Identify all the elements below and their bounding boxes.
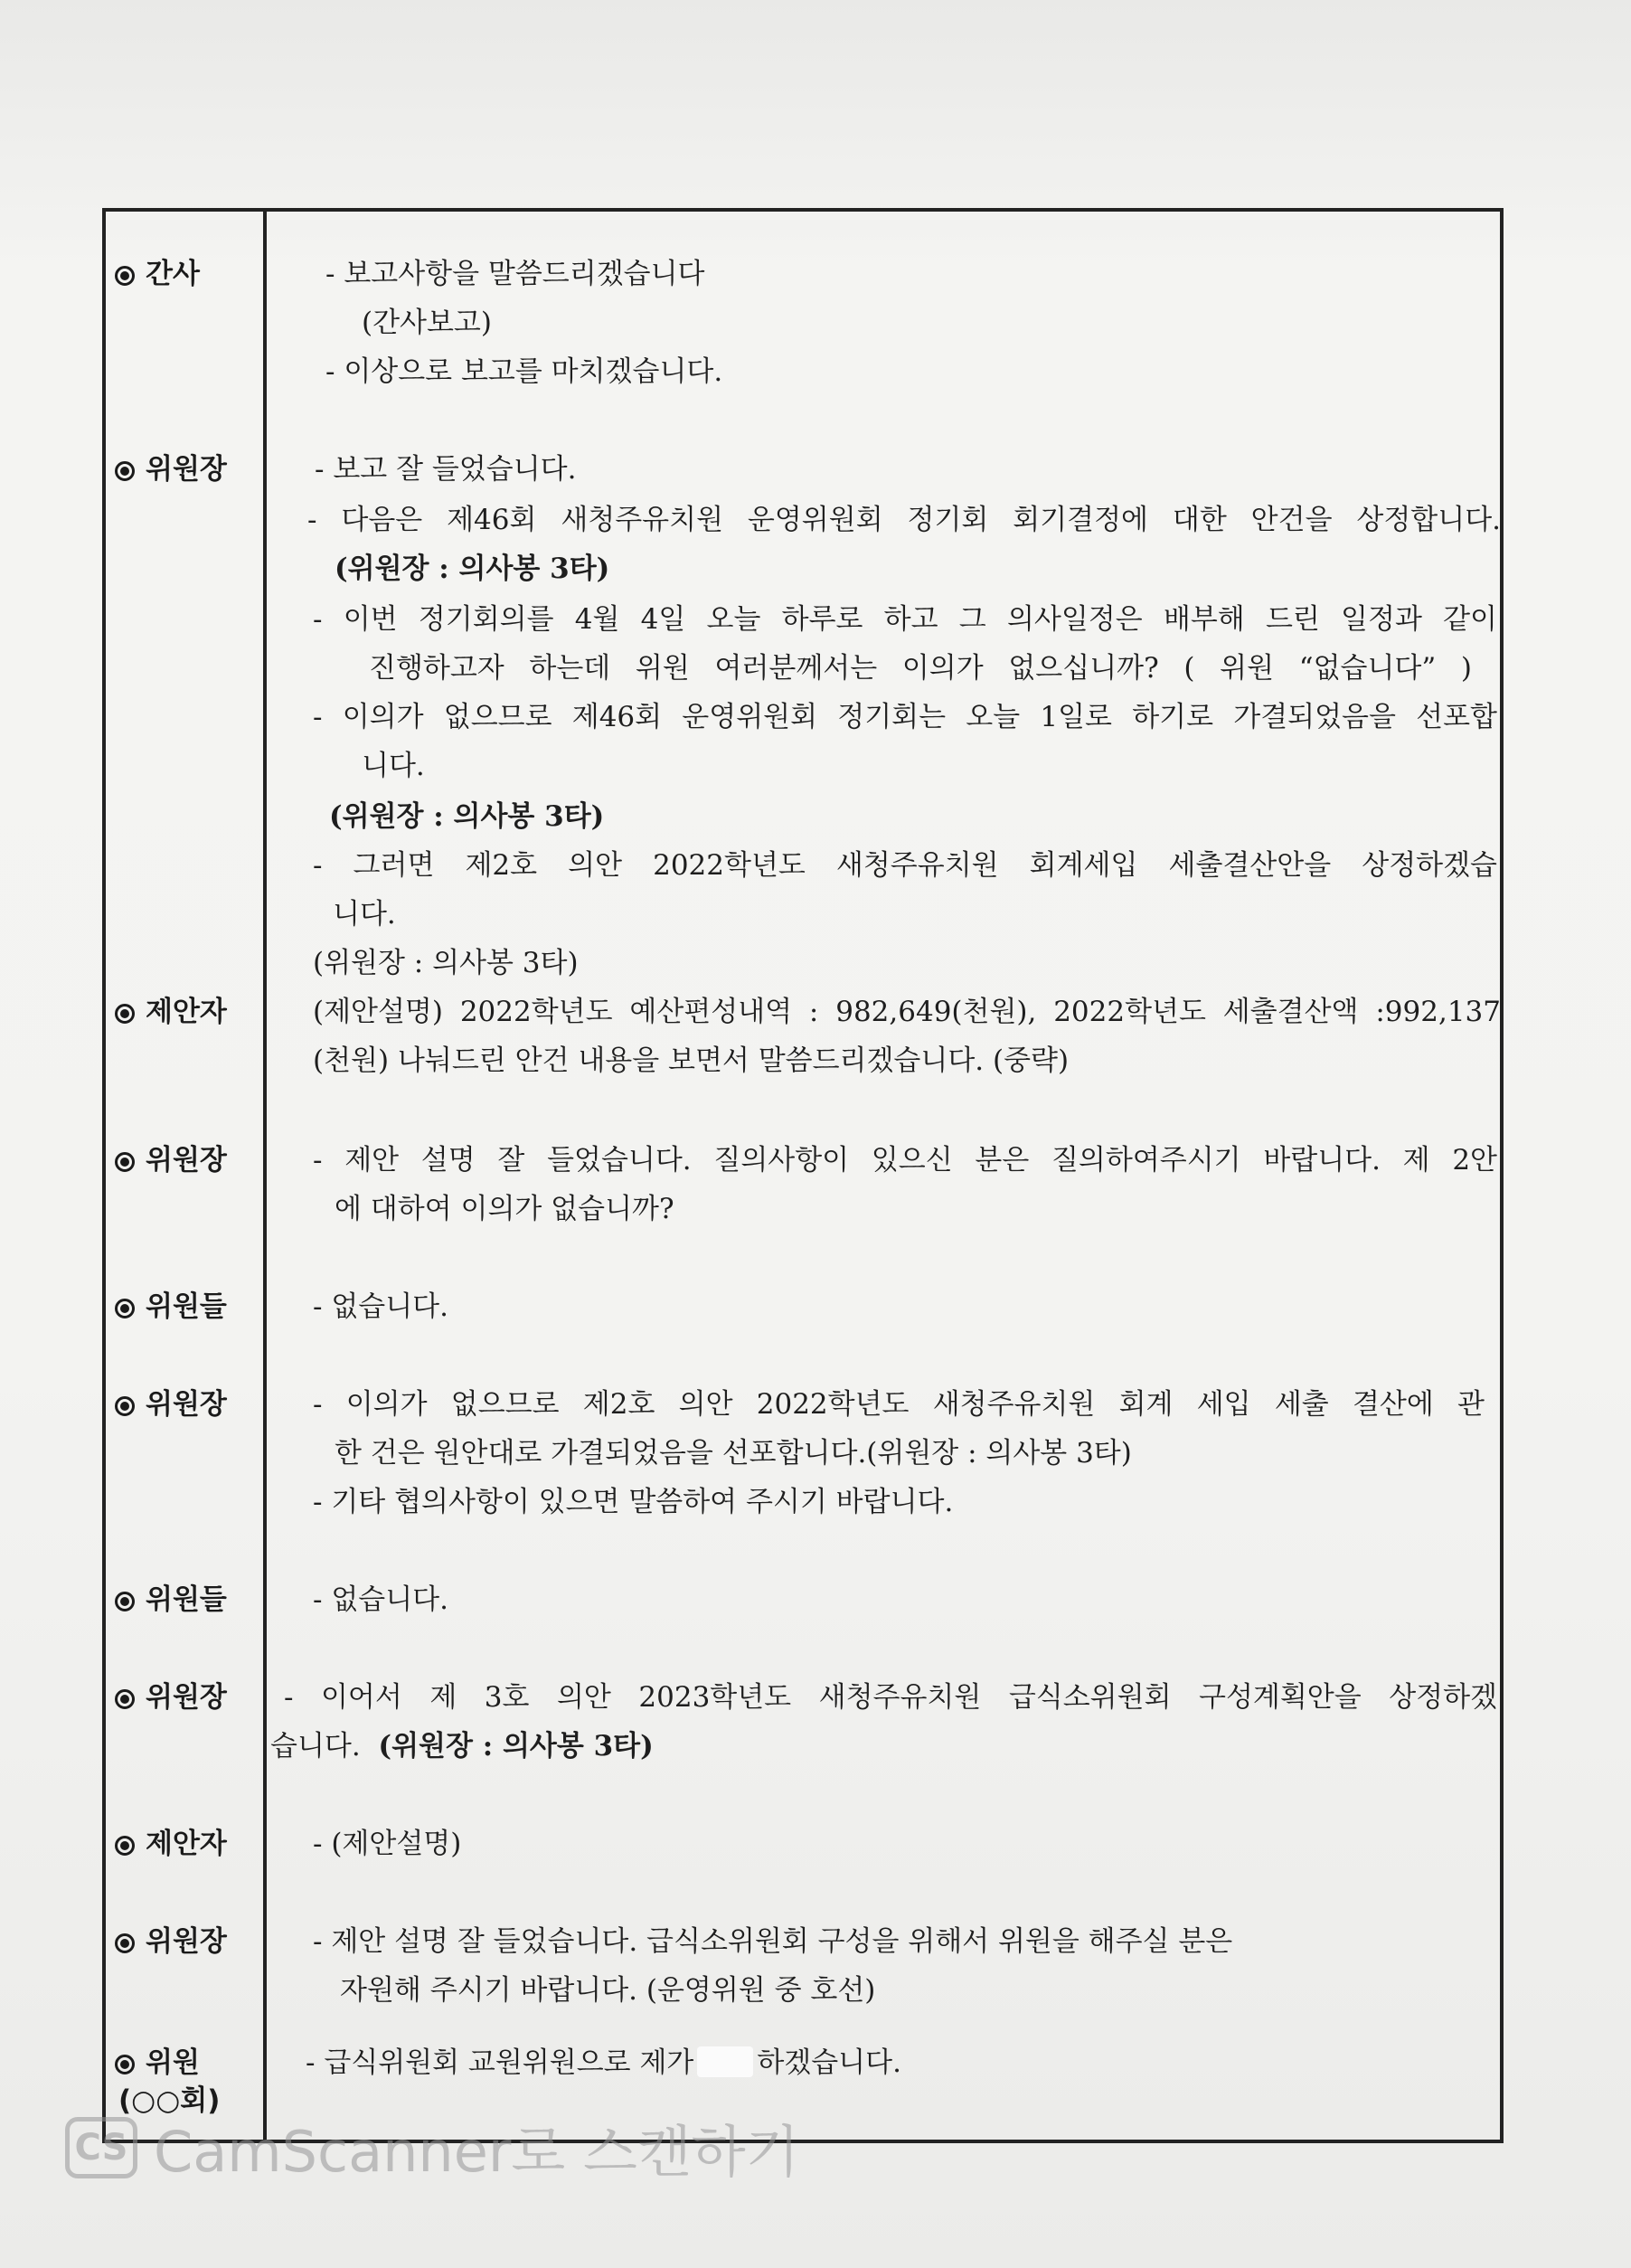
gavel-note: (위원장 : 의사봉 3타) <box>329 800 605 833</box>
bullseye-bullet-icon <box>115 1689 135 1709</box>
statement-line: - 제안 설명 잘 들었습니다. 질의사항이 있으신 분은 질의하여주시기 바랍니다. 제 2안 <box>313 1144 1497 1177</box>
bullseye-bullet-icon <box>115 461 135 481</box>
statement-line: - 이번 정기회의를 4월 4일 오늘 하루로 하고 그 의사일정은 배부해 드린 일정과 같이 <box>313 603 1497 636</box>
speaker-label: 위원 (○○회) <box>115 2044 259 2120</box>
statement-line: 습니다. (위원장 : 의사봉 3타) <box>270 1730 654 1762</box>
statement-line: - 보고사항을 말씀드리겠습니다 <box>325 258 705 290</box>
statement-line: - 급식위원회 교원위원으로 제가 하겠습니다. <box>306 2046 901 2079</box>
bullseye-bullet-icon <box>115 266 135 286</box>
speaker-label: 위원장 <box>115 1385 259 1423</box>
speaker-label: 위원장 <box>115 1678 259 1716</box>
watermark-text: CamScanner로 스캔하기 <box>154 2119 800 2185</box>
statement-line: 자원해 주시기 바랍니다. (운영위원 중 호선) <box>340 1974 876 2007</box>
bullseye-bullet-icon <box>115 1152 135 1172</box>
column-divider <box>263 212 267 2140</box>
bullseye-bullet-icon <box>115 1396 135 1416</box>
statement-line: 한 건은 원안대로 가결되었음을 선포합니다.(위원장 : 의사봉 3타) <box>335 1437 1132 1469</box>
gavel-note: (위원장 : 의사봉 3타) <box>378 1730 654 1762</box>
speaker-label: 위원장 <box>115 1923 259 1961</box>
speaker-label: 위원장 <box>115 1141 259 1179</box>
statement-line: - 보고 잘 들었습니다. <box>315 453 577 486</box>
statement-line: - 다음은 제46회 새청주유치원 운영위원회 정기회 회기결정에 대한 안건을 상정합니다. <box>307 504 1501 536</box>
scanner-watermark <box>65 2107 800 2188</box>
bullseye-bullet-icon <box>115 2055 135 2074</box>
statement-line: (간사보고) <box>362 307 492 339</box>
redacted-name <box>697 2046 753 2077</box>
speaker-label: 제안자 <box>115 993 259 1031</box>
speaker-label: 제안자 <box>115 1825 259 1863</box>
statement-line: 니다. <box>362 750 425 782</box>
camscanner-logo-icon: CS <box>65 2117 137 2178</box>
statement-line: 에 대하여 이의가 없습니까? <box>335 1193 674 1225</box>
gavel-note: (위원장 : 의사봉 3타) <box>313 947 579 979</box>
bullseye-bullet-icon <box>115 1933 135 1953</box>
speaker-label: 위원장 <box>115 450 259 488</box>
statement-line: - 그러면 제2호 의안 2022학년도 새청주유치원 회계세입 세출결산안을 상정하겠습 <box>313 849 1497 882</box>
statement-line: - 이의가 없으므로 제46회 운영위원회 정기회는 오늘 1일로 하기로 가결되었음을 선포합 <box>313 701 1497 733</box>
statement-line: - 없습니다. <box>313 1290 448 1323</box>
gavel-note: (위원장 : 의사봉 3타) <box>335 553 610 585</box>
speaker-label: 위원들 <box>115 1581 259 1619</box>
statement-line: - 이어서 제 3호 의안 2023학년도 새청주유치원 급식소위원회 구성계획안을 상정하겠 <box>284 1681 1497 1714</box>
meeting-minutes-table <box>102 208 1504 2143</box>
speaker-label: 간사 <box>115 255 259 293</box>
statement-line: - 이의가 없으므로 제2호 의안 2022학년도 새청주유치원 회계 세입 세출 결산에 관 <box>313 1388 1485 1421</box>
statement-line: - 이상으로 보고를 마치겠습니다. <box>325 355 723 388</box>
speaker-label: 위원들 <box>115 1288 259 1326</box>
statement-line: - (제안설명) <box>313 1828 462 1860</box>
bullseye-bullet-icon <box>115 1592 135 1611</box>
bullseye-bullet-icon <box>115 1836 135 1856</box>
bullseye-bullet-icon <box>115 1299 135 1318</box>
statement-line: - 없습니다. <box>313 1583 448 1616</box>
statement-line: 니다. <box>333 898 396 931</box>
statement-line: 진행하고자 하는데 위원 여러분께서는 이의가 없으십니까? ( 위원 “없습니다” ) <box>369 652 1472 685</box>
statement-line: (제안설명) 2022학년도 예산편성내역 : 982,649(천원), 2022학년도 세출결산액 :992,137 <box>313 996 1501 1028</box>
statement-line: - 제안 설명 잘 들었습니다. 급식소위원회 구성을 위해서 위원을 해주실 분은 <box>313 1925 1233 1958</box>
bullseye-bullet-icon <box>115 1004 135 1024</box>
statement-line: (천원) 나눠드린 안건 내용을 보면서 말씀드리겠습니다. (중략) <box>313 1044 1070 1077</box>
statement-line: - 기타 협의사항이 있으면 말씀하여 주시기 바랍니다. <box>313 1486 954 1518</box>
